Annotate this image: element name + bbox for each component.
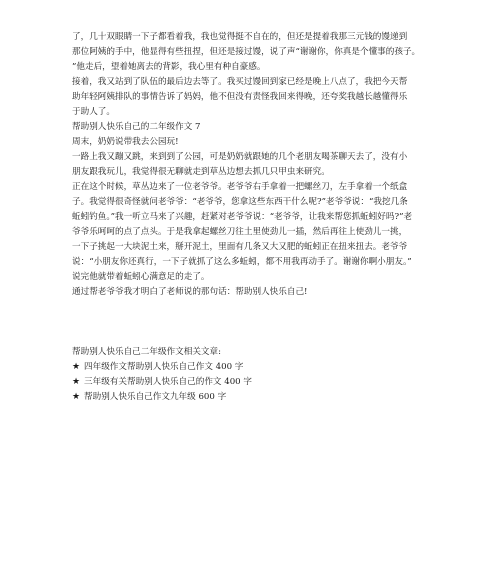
- text-line: ”他走后，望着她离去的背影，我心里有种自豪感。: [72, 62, 266, 72]
- star-icon: ★: [72, 392, 81, 402]
- related-articles: [72, 345, 432, 405]
- text-line: 助年轻阿姨排队的事情告诉了妈妈，他不但没有责怪我回来得晚，还夸奖我越长越懂得乐: [72, 92, 408, 102]
- text-line: 朋友跟我玩儿，我觉得很无聊就走到草丛边想去抓几只甲虫来研究。: [72, 167, 330, 177]
- spacer: [72, 300, 432, 345]
- star-icon: ★: [72, 377, 81, 387]
- document-page: [72, 30, 432, 405]
- text-line: 那位阿姨的手中，他显得有些扭捏，但还是接过馒，说了声“谢谢你，你真是个懂事的孩子。: [72, 47, 421, 57]
- section-title: 帮助别人快乐自己的二年级作文 7: [72, 122, 201, 132]
- related-heading: 帮助别人快乐自己二年级作文相关文章:: [72, 347, 221, 357]
- text-line: 一下子挑起一大块泥土来，掰开泥土，里面有几条又大又肥的蚯蚓正在扭来扭去。老爷爷: [72, 242, 408, 252]
- text-line: 一路上我又蹦又跳，来到到了公园，可是奶奶就跟她的几个老朋友喝茶聊天去了，没有小: [72, 152, 408, 162]
- article-body: [72, 30, 432, 300]
- related-link[interactable]: [72, 360, 432, 375]
- text-line: 通过帮老爷爷我才明白了老师说的那句话：帮助别人快乐自己!: [72, 287, 308, 297]
- related-link[interactable]: [72, 390, 432, 405]
- text-line: 了，几十双眼睛一下子都看着我，我也觉得挺不自在的，但还是提着我那三元钱的馒递到: [72, 32, 408, 42]
- text-line: 正在这个时候，草丛边来了一位老爷爷。老爷爷右手拿着一把螺丝刀，左手拿着一个纸盒: [72, 182, 408, 192]
- related-link-label: 帮助别人快乐自己作文九年级 600 字: [84, 392, 227, 402]
- text-line: 蚯蚓钓鱼。”我一听立马来了兴趣，赶紧对老爷爷说：“老爷爷，让我来帮您抓蚯蚓好吗?”老: [72, 212, 413, 222]
- text-line: 说完他就带着蚯蚓心满意足的走了。: [72, 272, 210, 282]
- related-link-label: 四年级作文帮助别人快乐自己作文 400 字: [84, 362, 244, 372]
- text-line: 于助人了。: [72, 107, 115, 117]
- text-line: 子。我觉得很奇怪就问老爷爷：“老爷爷，您拿这些东西干什么呢?”老爷爷说：“我挖几条: [72, 197, 408, 207]
- text-line: 说：“小朋友你还真行，一下子就抓了这么多蚯蚓，都不用我再动手了。谢谢你啊小朋友。”: [72, 257, 412, 267]
- text-line: 爷爷乐呵呵的点了点头。于是我拿起螺丝刀往土里使劲儿一插，然后再往上使劲儿一挑，: [72, 227, 408, 237]
- star-icon: ★: [72, 362, 81, 372]
- text-line: 接着，我又站到了队伍的最后边去等了。我买过馒回到家已经是晚上八点了，我把今天帮: [72, 77, 408, 87]
- related-link-label: 三年级有关帮助别人快乐自己的作文 400 字: [84, 377, 252, 387]
- related-link[interactable]: [72, 375, 432, 390]
- text-line: 周末，奶奶说带我去公园玩!: [72, 137, 179, 147]
